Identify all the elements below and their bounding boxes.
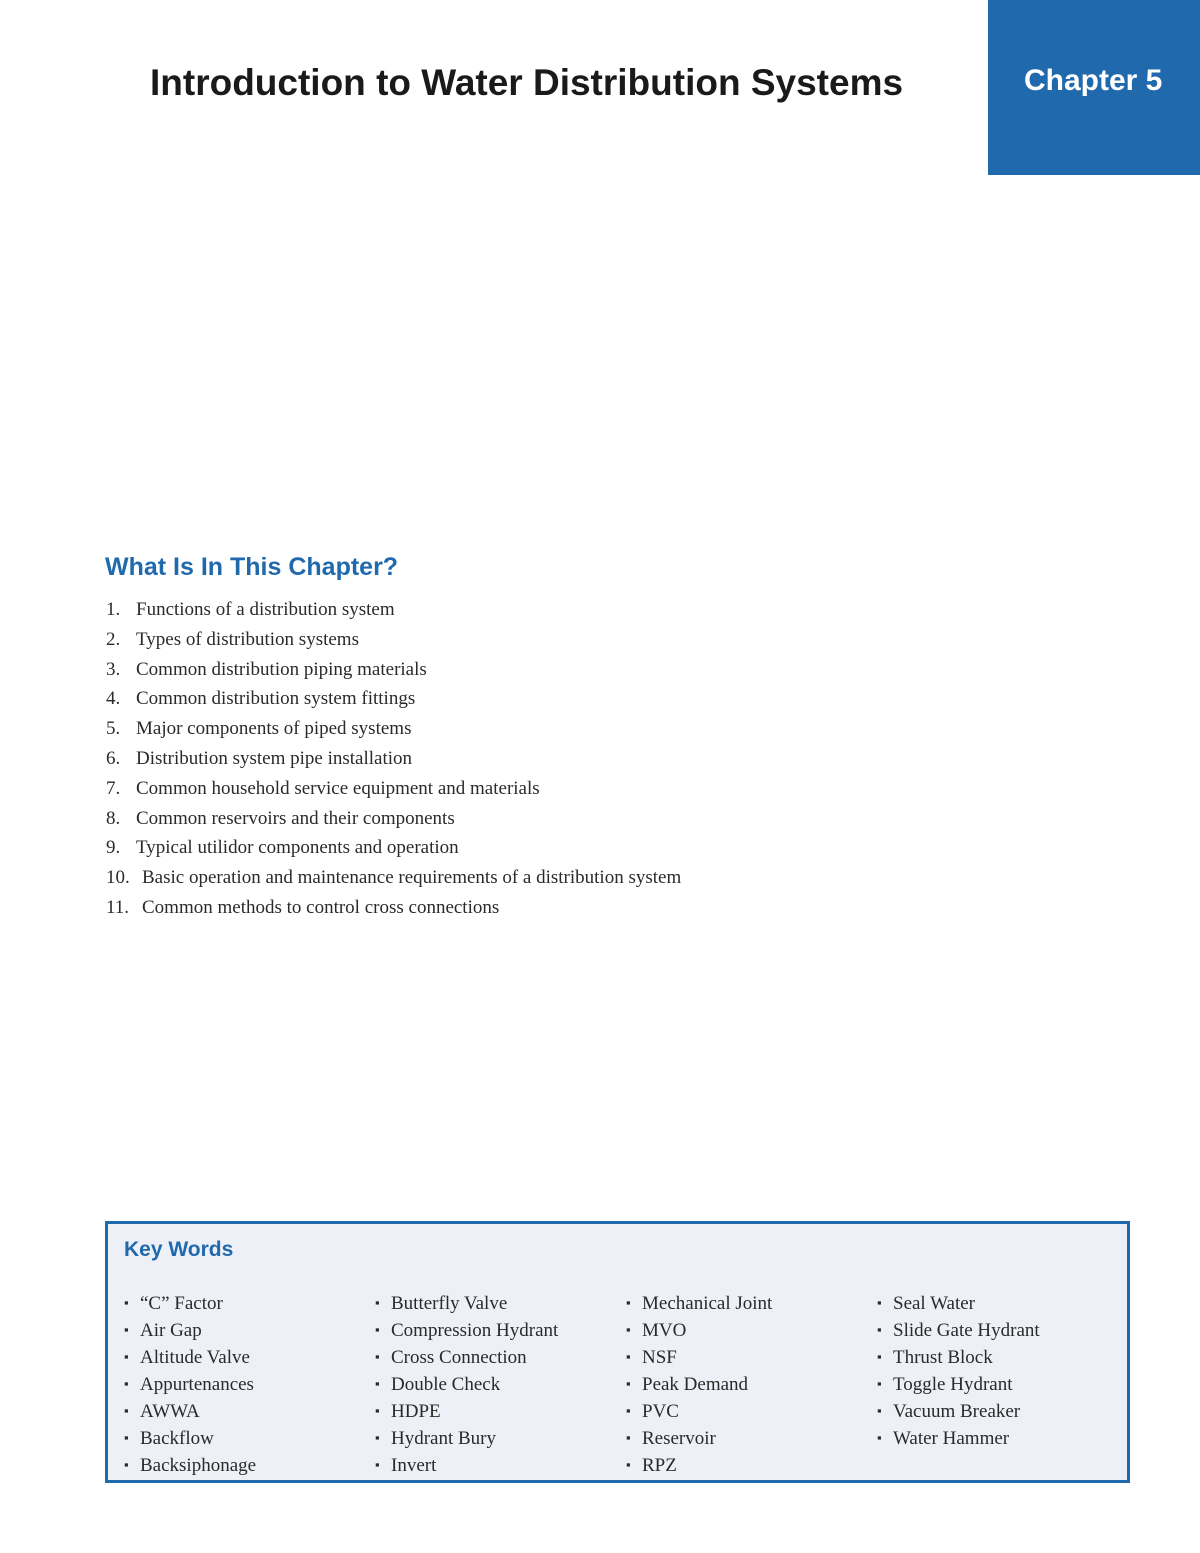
bullet-icon: ▪ [626, 1430, 631, 1445]
bullet-icon: ▪ [124, 1295, 129, 1310]
contents-item [106, 684, 681, 714]
key-word-item [124, 1290, 256, 1317]
key-word-item [124, 1425, 256, 1452]
item-text: Typical utilidor components and operation [136, 837, 459, 859]
key-word-item [877, 1344, 1040, 1371]
bullet-icon: ▪ [626, 1349, 631, 1364]
bullet-icon: ▪ [124, 1376, 129, 1391]
key-words-column [877, 1290, 1040, 1452]
contents-item [106, 804, 681, 834]
bullet-icon: ▪ [375, 1322, 380, 1337]
key-word-item [375, 1344, 558, 1371]
item-text: Common methods to control cross connections [142, 896, 500, 918]
item-number: 7. [106, 777, 121, 799]
contents-list [106, 595, 681, 923]
item-text: Distribution system pipe installation [136, 747, 413, 769]
key-words-box [105, 1221, 1130, 1483]
bullet-icon: ▪ [877, 1295, 882, 1310]
contents-item [106, 833, 681, 863]
item-text: Common distribution system fittings [136, 688, 416, 710]
bullet-icon: ▪ [626, 1322, 631, 1337]
key-word: Toggle Hydrant [893, 1374, 1013, 1395]
bullet-icon: ▪ [877, 1349, 882, 1364]
key-word: Compression Hydrant [391, 1320, 559, 1341]
key-word: Backflow [140, 1428, 214, 1449]
key-word-item [124, 1317, 256, 1344]
bullet-icon: ▪ [124, 1349, 129, 1364]
page-title: Introduction to Water Distribution Systems [150, 62, 904, 103]
key-word: PVC [642, 1401, 679, 1422]
bullet-icon: ▪ [877, 1322, 882, 1337]
bullet-icon: ▪ [375, 1295, 380, 1310]
key-word: Thrust Block [893, 1347, 993, 1368]
key-word: “C” Factor [140, 1293, 223, 1314]
key-word: Reservoir [642, 1428, 716, 1449]
key-word: AWWA [140, 1401, 200, 1422]
key-word-item [375, 1371, 558, 1398]
contents-item [106, 625, 681, 655]
item-number: 5. [106, 718, 121, 740]
key-word-item [877, 1398, 1040, 1425]
bullet-icon: ▪ [124, 1430, 129, 1445]
key-words-column [375, 1290, 558, 1479]
item-text: Major components of piped systems [136, 718, 412, 740]
key-word-item [124, 1371, 256, 1398]
bullet-icon: ▪ [375, 1349, 380, 1364]
bullet-icon: ▪ [375, 1376, 380, 1391]
key-word: Seal Water [893, 1293, 976, 1314]
key-word: Butterfly Valve [391, 1293, 508, 1314]
key-word-item [626, 1425, 772, 1452]
key-word: Vacuum Breaker [893, 1401, 1021, 1422]
contents-heading: What Is In This Chapter? [105, 553, 399, 581]
contents-item [106, 655, 681, 685]
key-word: HDPE [391, 1401, 441, 1422]
key-words-column [626, 1290, 772, 1479]
item-number: 8. [106, 807, 121, 829]
key-word-item [877, 1317, 1040, 1344]
bullet-icon: ▪ [124, 1322, 129, 1337]
key-words-column [124, 1290, 256, 1479]
item-text: Types of distribution systems [136, 628, 359, 650]
item-text: Common reservoirs and their components [136, 807, 455, 829]
item-number: 6. [106, 747, 121, 769]
key-word: Cross Connection [391, 1347, 527, 1368]
key-word-item [375, 1398, 558, 1425]
key-word: Altitude Valve [140, 1347, 250, 1368]
key-word-item [626, 1452, 772, 1479]
key-words-heading: Key Words [124, 1238, 234, 1261]
contents-item [106, 744, 681, 774]
key-word-item [375, 1452, 558, 1479]
item-number: 10. [106, 867, 130, 889]
contents-item [106, 714, 681, 744]
item-number: 11. [106, 896, 130, 918]
item-number: 4. [106, 688, 121, 710]
key-word: MVO [642, 1320, 687, 1341]
key-word-item [626, 1344, 772, 1371]
bullet-icon: ▪ [124, 1457, 129, 1472]
key-word-item [626, 1371, 772, 1398]
key-word: Air Gap [140, 1320, 202, 1341]
key-word-item [877, 1290, 1040, 1317]
item-text: Basic operation and maintenance requirements of a distribution system [142, 867, 682, 889]
bullet-icon: ▪ [626, 1403, 631, 1418]
key-word-item [124, 1398, 256, 1425]
key-word-item [124, 1452, 256, 1479]
bullet-icon: ▪ [626, 1376, 631, 1391]
bullet-icon: ▪ [626, 1295, 631, 1310]
item-number: 9. [106, 837, 121, 859]
key-word: Appurtenances [140, 1374, 254, 1395]
key-word-item [877, 1371, 1040, 1398]
key-word-item [877, 1425, 1040, 1452]
contents-item [106, 893, 681, 923]
contents-item [106, 863, 681, 893]
key-word: Hydrant Bury [391, 1428, 497, 1449]
key-word: Slide Gate Hydrant [893, 1320, 1040, 1341]
bullet-icon: ▪ [877, 1430, 882, 1445]
key-word: Mechanical Joint [642, 1293, 773, 1314]
key-word-item [375, 1290, 558, 1317]
bullet-icon: ▪ [375, 1430, 380, 1445]
key-word-item [124, 1344, 256, 1371]
chapter-tab [988, 0, 1200, 175]
key-word: Invert [391, 1455, 437, 1476]
bullet-icon: ▪ [375, 1457, 380, 1472]
key-word-item [375, 1317, 558, 1344]
key-word: NSF [642, 1347, 677, 1368]
key-word-item [626, 1290, 772, 1317]
key-word: Backsiphonage [140, 1455, 257, 1476]
bullet-icon: ▪ [877, 1376, 882, 1391]
item-number: 3. [106, 658, 121, 680]
bullet-icon: ▪ [375, 1403, 380, 1418]
key-word: Double Check [391, 1374, 501, 1395]
bullet-icon: ▪ [626, 1457, 631, 1472]
item-text: Common distribution piping materials [136, 658, 427, 680]
key-word: RPZ [642, 1455, 677, 1476]
item-text: Functions of a distribution system [136, 599, 395, 620]
item-number: 2. [106, 628, 121, 650]
contents-item [106, 595, 681, 625]
item-text: Common household service equipment and materials [136, 777, 540, 799]
key-word-item [626, 1398, 772, 1425]
chapter-label: Chapter 5 [1024, 64, 1163, 97]
key-word-item [375, 1425, 558, 1452]
key-word-item [626, 1317, 772, 1344]
bullet-icon: ▪ [124, 1403, 129, 1418]
key-word: Water Hammer [893, 1428, 1010, 1449]
item-number: 1. [106, 599, 121, 620]
bullet-icon: ▪ [877, 1403, 882, 1418]
key-word: Peak Demand [642, 1374, 749, 1395]
contents-item [106, 774, 681, 804]
